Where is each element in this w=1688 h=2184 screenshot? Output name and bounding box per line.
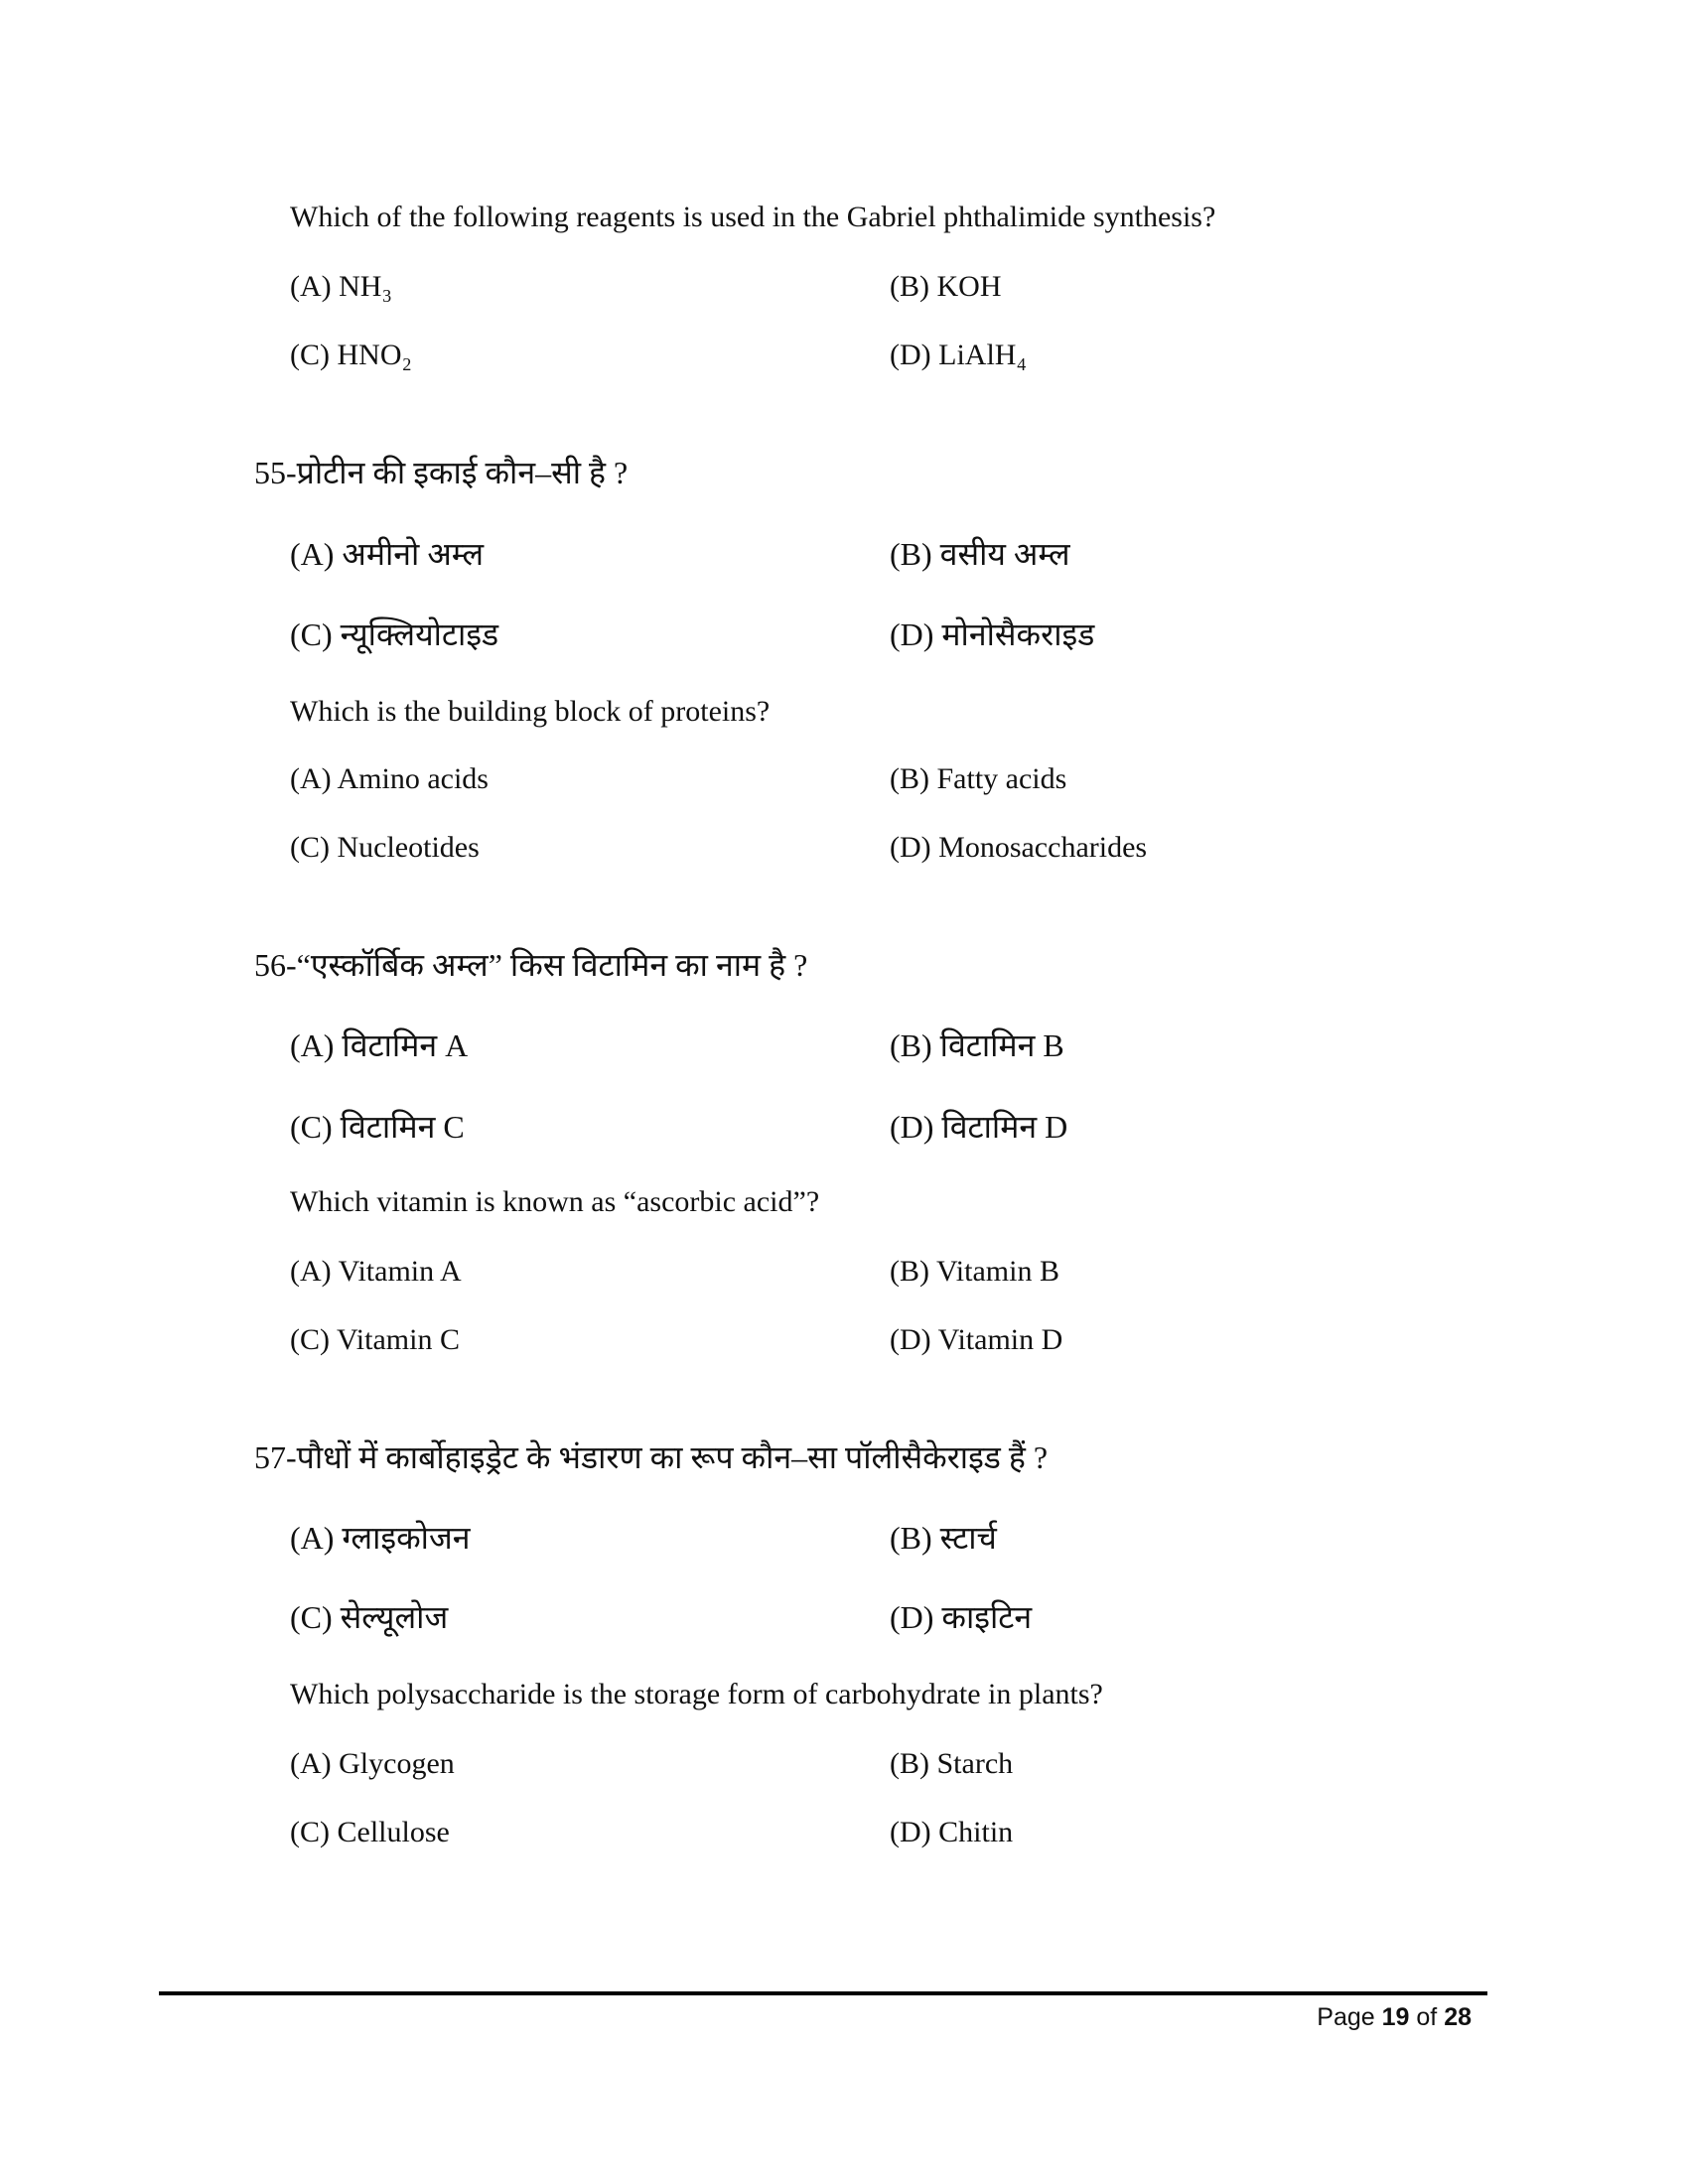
option-english: (D) LiAlH₄ bbox=[890, 339, 1027, 371]
option-english: (A) Vitamin A bbox=[290, 1255, 462, 1288]
question-english: Which of the following reagents is used in the Gabriel phthalimide synthesis? bbox=[290, 201, 1216, 233]
option-hindi: (C) विटामिन C bbox=[290, 1109, 465, 1145]
question-english: Which polysaccharide is the storage form of carbohydrate in plants? bbox=[290, 1678, 1103, 1710]
option-english: (C) HNO₂ bbox=[290, 339, 412, 371]
question-hindi-text: पौधों में कार्बोहाइड्रेट के भंडारण का रूप कौन–सा पॉलीसैकेराइड हैं ? bbox=[296, 1439, 1049, 1475]
option-hindi: (C) न्यूक्लियोटाइड bbox=[290, 616, 499, 652]
option-hindi: (B) स्टार्च bbox=[890, 1520, 997, 1556]
option-english: (A) NH₃ bbox=[290, 270, 392, 303]
question-english: Which vitamin is known as “ascorbic acid”? bbox=[290, 1185, 820, 1218]
option-english: (A) Glycogen bbox=[290, 1747, 455, 1780]
question-number: 55- bbox=[254, 455, 297, 490]
question-hindi-text: “एस्कॉर्बिक अम्ल” किस विटामिन का नाम है ? bbox=[296, 947, 808, 983]
option-english: (B) Fatty acids bbox=[890, 762, 1067, 795]
option-english: (B) KOH bbox=[890, 270, 1002, 303]
option-english: (B) Starch bbox=[890, 1747, 1014, 1780]
question-hindi bbox=[254, 453, 628, 492]
option-english: (D) Chitin bbox=[890, 1816, 1014, 1848]
option-hindi: (A) विटामिन A bbox=[290, 1027, 469, 1063]
question-number: 56- bbox=[254, 947, 297, 983]
option-english: (D) Monosaccharides bbox=[890, 831, 1148, 864]
option-hindi: (D) विटामिन D bbox=[890, 1109, 1068, 1145]
option-english: (C) Nucleotides bbox=[290, 831, 480, 864]
option-hindi: (A) ग्लाइकोजन bbox=[290, 1520, 471, 1556]
option-hindi: (D) काइटिन bbox=[890, 1599, 1033, 1635]
option-hindi: (A) अमीनो अम्ल bbox=[290, 536, 485, 572]
option-hindi: (B) वसीय अम्ल bbox=[890, 536, 1070, 572]
option-hindi: (B) विटामिन B bbox=[890, 1027, 1064, 1063]
option-english: (C) Cellulose bbox=[290, 1816, 450, 1848]
option-english: (B) Vitamin B bbox=[890, 1255, 1059, 1288]
question-number: 57- bbox=[254, 1439, 297, 1475]
page-number: Page 19 of 28 bbox=[1317, 2003, 1472, 2031]
option-hindi: (C) सेल्यूलोज bbox=[290, 1599, 449, 1635]
question-hindi bbox=[254, 1437, 1048, 1477]
option-english: (D) Vitamin D bbox=[890, 1323, 1063, 1356]
footer-divider bbox=[159, 1991, 1487, 1995]
question-hindi-text: प्रोटीन की इकाई कौन–सी है ? bbox=[296, 455, 629, 490]
option-english: (C) Vitamin C bbox=[290, 1323, 460, 1356]
option-english: (A) Amino acids bbox=[290, 762, 489, 795]
question-hindi bbox=[254, 945, 807, 985]
question-english: Which is the building block of proteins? bbox=[290, 695, 771, 728]
option-hindi: (D) मोनोसैकराइड bbox=[890, 616, 1095, 652]
